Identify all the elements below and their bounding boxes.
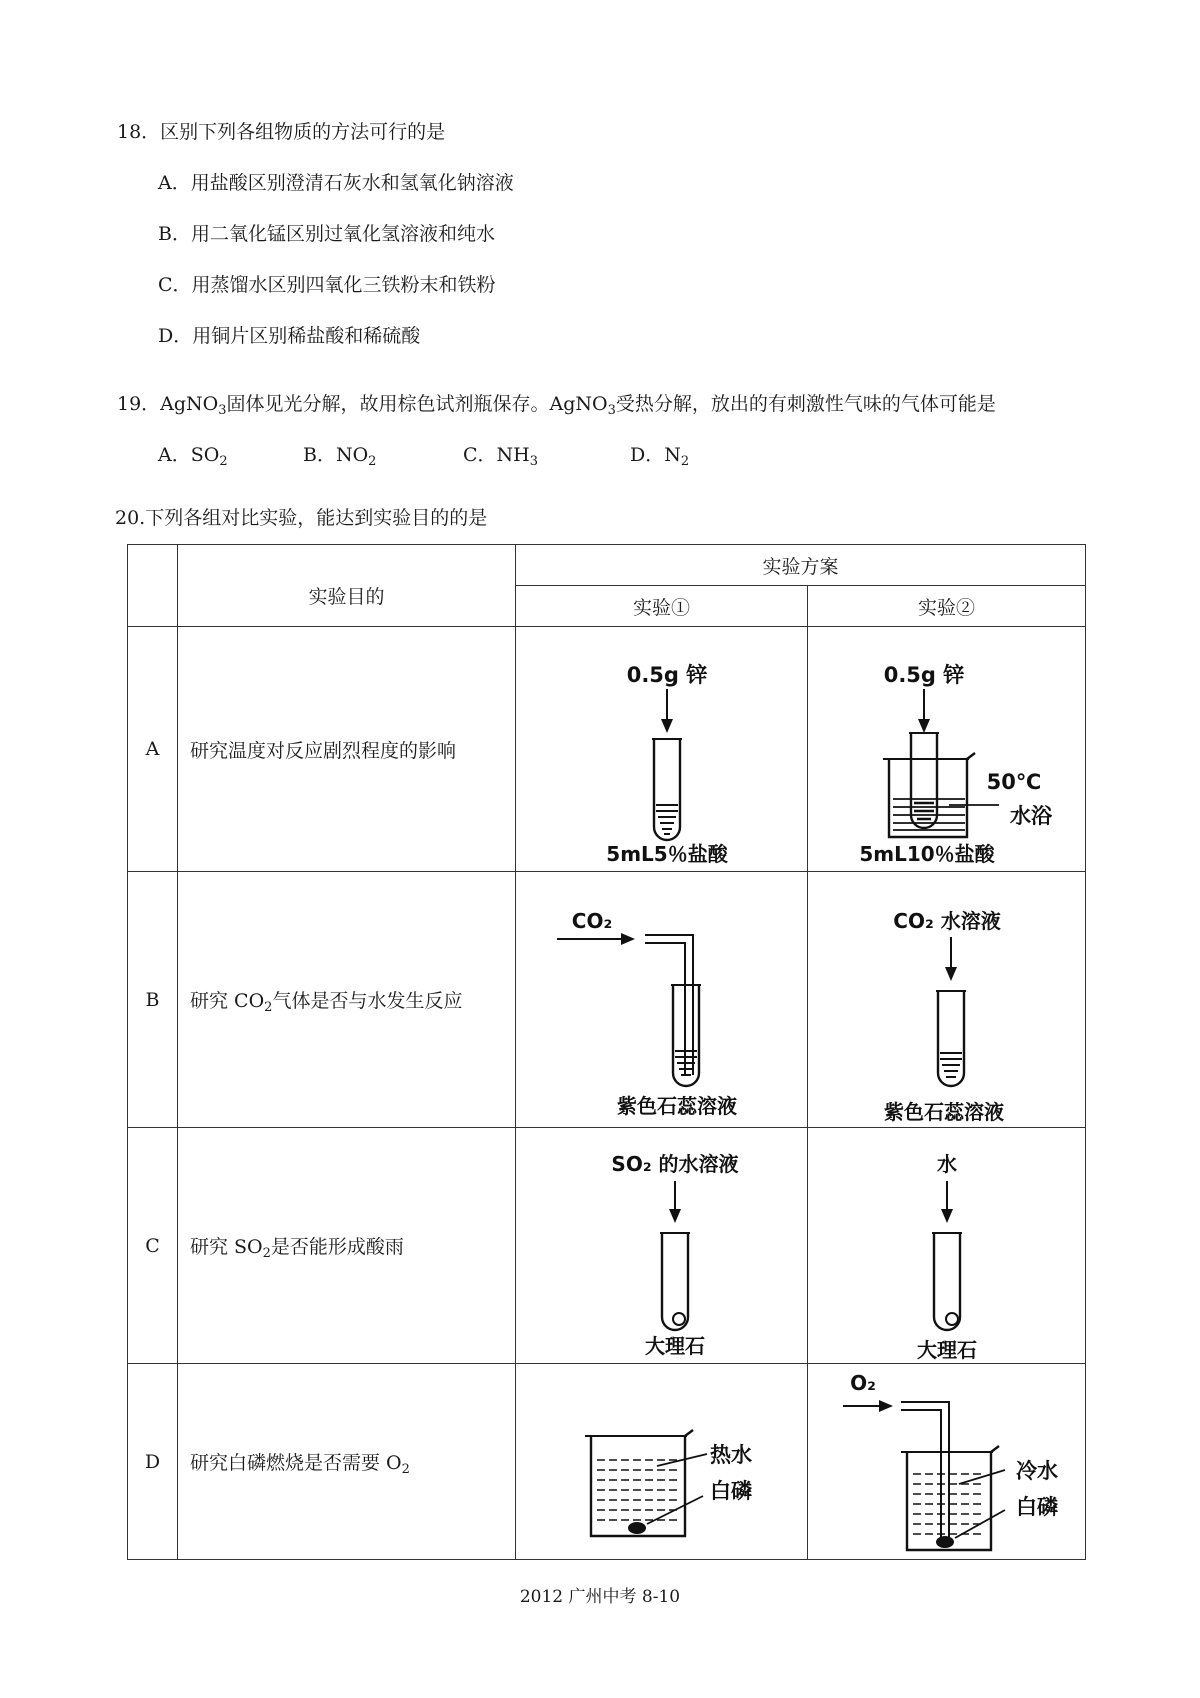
zinc-test-tube-diagram (517, 629, 807, 869)
q18-stem: 18．区别下列各组物质的方法可行的是 (117, 121, 446, 143)
litmus-label: 紫色石蕊溶液 (616, 1093, 737, 1118)
white-phosphorus-label: 白磷 (709, 1478, 752, 1503)
so2-marble-diagram (517, 1131, 807, 1361)
header-purpose: 实验目的 (178, 545, 516, 627)
q18-option-c: C．用蒸馏水区别四氧化三铁粉末和铁粉 (158, 274, 496, 296)
cold-water-label: 冷水 (1015, 1458, 1058, 1483)
row-c-letter: C (128, 1128, 178, 1364)
header-exp1: 实验① (516, 586, 808, 627)
row-a-exp1 (516, 627, 808, 872)
row-c-exp2 (808, 1128, 1086, 1364)
row-b-exp2 (808, 872, 1086, 1128)
so2-solution-label: SO₂ 的水溶液 (610, 1151, 739, 1176)
q20-stem: 20.下列各组对比实验，能达到实验目的的是 (115, 507, 488, 529)
co2-gas-label: CO₂ (571, 908, 612, 933)
q18-option-b: B．用二氧化锰区别过氧化氢溶液和纯水 (158, 223, 495, 245)
marble-label: 大理石 (644, 1333, 705, 1358)
marble-label-2: 大理石 (916, 1337, 977, 1361)
zinc-label: 0.5g 锌 (626, 663, 707, 687)
water-bath-label: 水浴 (1009, 804, 1052, 828)
co2-solution-label: CO₂ 水溶液 (892, 908, 1001, 933)
header-scheme: 实验方案 (516, 545, 1086, 586)
zinc-water-bath-diagram (809, 629, 1085, 869)
q19-stem: 19．AgNO$_3$固体见光分解，故用棕色试剂瓶保存。AgNO$_3$受热分解，放出的有刺激性气味的气体可能是 (117, 393, 996, 418)
water-marble-diagram (809, 1131, 1085, 1361)
row-c-exp1 (516, 1128, 808, 1364)
row-b-purpose: 研究 $CO_2$气体是否与水发生反应 (178, 872, 516, 1128)
q18-option-d: D．用铜片区别稀盐酸和稀硫酸 (158, 325, 421, 347)
row-a-purpose: 研究温度对反应剧烈程度的影响 (178, 627, 516, 872)
hot-water-phosphorus-diagram (517, 1366, 807, 1558)
co2-bubbling-diagram (517, 875, 807, 1125)
row-a-letter: A (128, 627, 178, 872)
row-d-letter: D (128, 1364, 178, 1560)
q19-option-a: A．$SO_2$ (158, 444, 228, 469)
row-b-exp1 (516, 872, 808, 1128)
zinc-label-2: 0.5g 锌 (883, 663, 964, 687)
white-phosphorus-label-2: 白磷 (1015, 1494, 1058, 1519)
row-d-exp1 (516, 1364, 808, 1560)
q19-option-c: C．$NH_3$ (463, 444, 539, 469)
co2-solution-diagram (809, 875, 1085, 1125)
litmus-label-2: 紫色石蕊溶液 (883, 1099, 1004, 1124)
hot-water-label: 热水 (709, 1442, 752, 1467)
header-exp2: 实验② (808, 586, 1086, 627)
cold-water-oxygen-diagram (809, 1366, 1085, 1558)
hcl-10-label: 5mL10％盐酸 (858, 842, 995, 866)
experiment-table (127, 544, 1086, 1560)
page-footer: 2012 广州中考 8-10 (519, 1587, 681, 1607)
row-d-exp2 (808, 1364, 1086, 1560)
row-a-exp2 (808, 627, 1086, 872)
row-c-purpose: 研究 $SO_2$是否能形成酸雨 (178, 1128, 516, 1364)
q19-option-b: B．$NO_2$ (303, 444, 377, 469)
hcl-5-label: 5mL5％盐酸 (605, 842, 728, 866)
q19-option-d: D．$N_2$ (630, 444, 690, 469)
q18-option-a: A．用盐酸区别澄清石灰水和氢氧化钠溶液 (158, 172, 514, 194)
row-d-purpose: 研究白磷燃烧是否需要 $O_2$ (178, 1364, 516, 1560)
temp-label: 50℃ (986, 770, 1041, 794)
row-b-letter: B (128, 872, 178, 1128)
o2-gas-label: O₂ (849, 1370, 876, 1395)
water-label: 水 (936, 1151, 957, 1176)
header-blank-cell (128, 545, 178, 627)
